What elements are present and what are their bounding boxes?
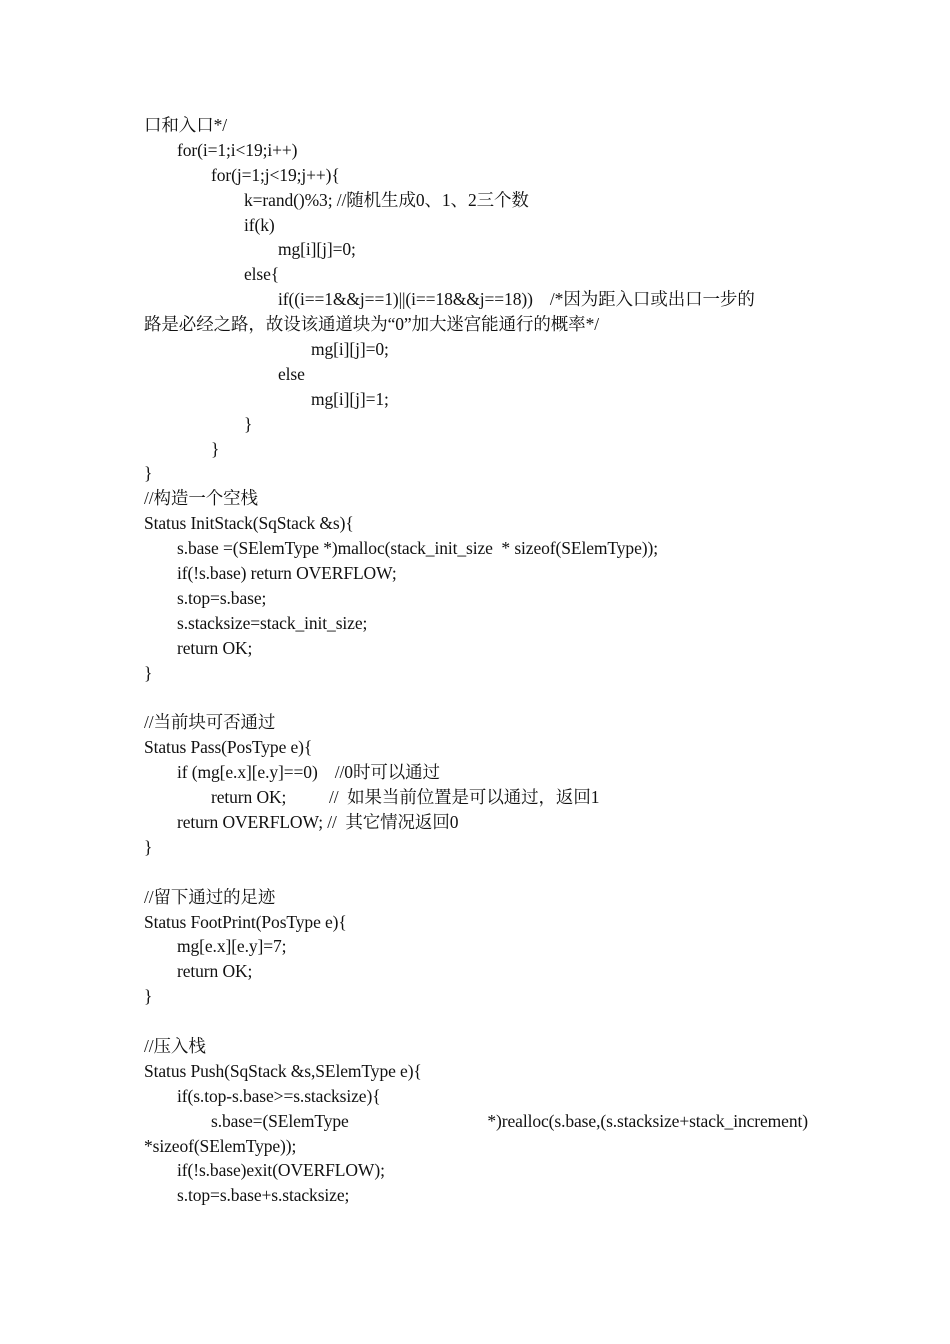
blank-line — [144, 860, 808, 885]
code-line: } — [144, 836, 153, 857]
code-line: else — [278, 363, 305, 384]
code-comment: //留下通过的足迹 — [144, 886, 276, 907]
code-line: mg[i][j]=0; — [278, 239, 356, 260]
code-line: Status Pass(PosType e){ — [144, 737, 313, 758]
code-line: if (mg[e.x][e.y]==0) //0时可以通过 — [177, 762, 440, 783]
code-line-left: s.base=(SElemType — [211, 1110, 349, 1131]
code-line: if((i==1&&j==1)||(i==18&&j==18)) /*因为距入口或出口一步的 — [278, 289, 755, 310]
code-listing — [144, 113, 808, 1208]
blank-line — [144, 685, 808, 710]
code-line: 路是必经之路，故设该通道块为“0”加大迷宫能通行的概率*/ — [144, 314, 599, 335]
code-line: if(!s.base) return OVERFLOW; — [177, 563, 397, 584]
code-line-right: *)realloc(s.base,(s.stacksize+stack_increment) — [487, 1110, 808, 1131]
code-line: else{ — [244, 264, 280, 285]
code-line: 口和入口*/ — [144, 115, 228, 135]
code-line: return OK; // 如果当前位置是可以通过，返回1 — [211, 787, 600, 808]
code-line: return OVERFLOW; // 其它情况返回0 — [177, 811, 459, 832]
code-comment: //压入栈 — [144, 1035, 206, 1056]
code-line: for(i=1;i<19;i++) — [177, 139, 298, 160]
code-line: mg[e.x][e.y]=7; — [177, 936, 287, 957]
code-line: return OK; — [177, 637, 253, 658]
code-line: } — [244, 413, 253, 434]
code-line: for(j=1;j<19;j++){ — [211, 164, 340, 185]
code-comment: //当前块可否通过 — [144, 712, 276, 733]
code-line: return OK; — [177, 961, 253, 982]
code-line: s.stacksize=stack_init_size; — [177, 612, 368, 633]
code-line: Status Push(SqStack &s,SElemType e){ — [144, 1060, 422, 1081]
code-line: k=rand()%3; //随机生成0、1、2三个数 — [244, 189, 529, 210]
code-line: *sizeof(SElemType)); — [144, 1135, 297, 1156]
code-line: Status InitStack(SqStack &s){ — [144, 513, 354, 534]
code-line — [144, 1109, 808, 1134]
code-line: } — [144, 986, 153, 1007]
code-line: mg[i][j]=0; — [311, 339, 389, 360]
code-line: s.top=s.base; — [177, 587, 267, 608]
code-comment: //构造一个空栈 — [144, 488, 258, 509]
code-line: s.top=s.base+s.stacksize; — [177, 1185, 350, 1206]
code-line: if(!s.base)exit(OVERFLOW); — [177, 1160, 385, 1181]
code-line: } — [144, 662, 153, 683]
code-line: mg[i][j]=1; — [311, 388, 389, 409]
code-line: Status FootPrint(PosType e){ — [144, 911, 347, 932]
code-line: if(k) — [244, 214, 275, 235]
code-line: s.base =(SElemType *)malloc(stack_init_size * sizeof(SElemType)); — [177, 538, 658, 559]
code-line: } — [211, 438, 220, 459]
code-line: } — [144, 463, 153, 484]
code-line: if(s.top-s.base>=s.stacksize){ — [177, 1085, 381, 1106]
blank-line — [144, 1009, 808, 1034]
